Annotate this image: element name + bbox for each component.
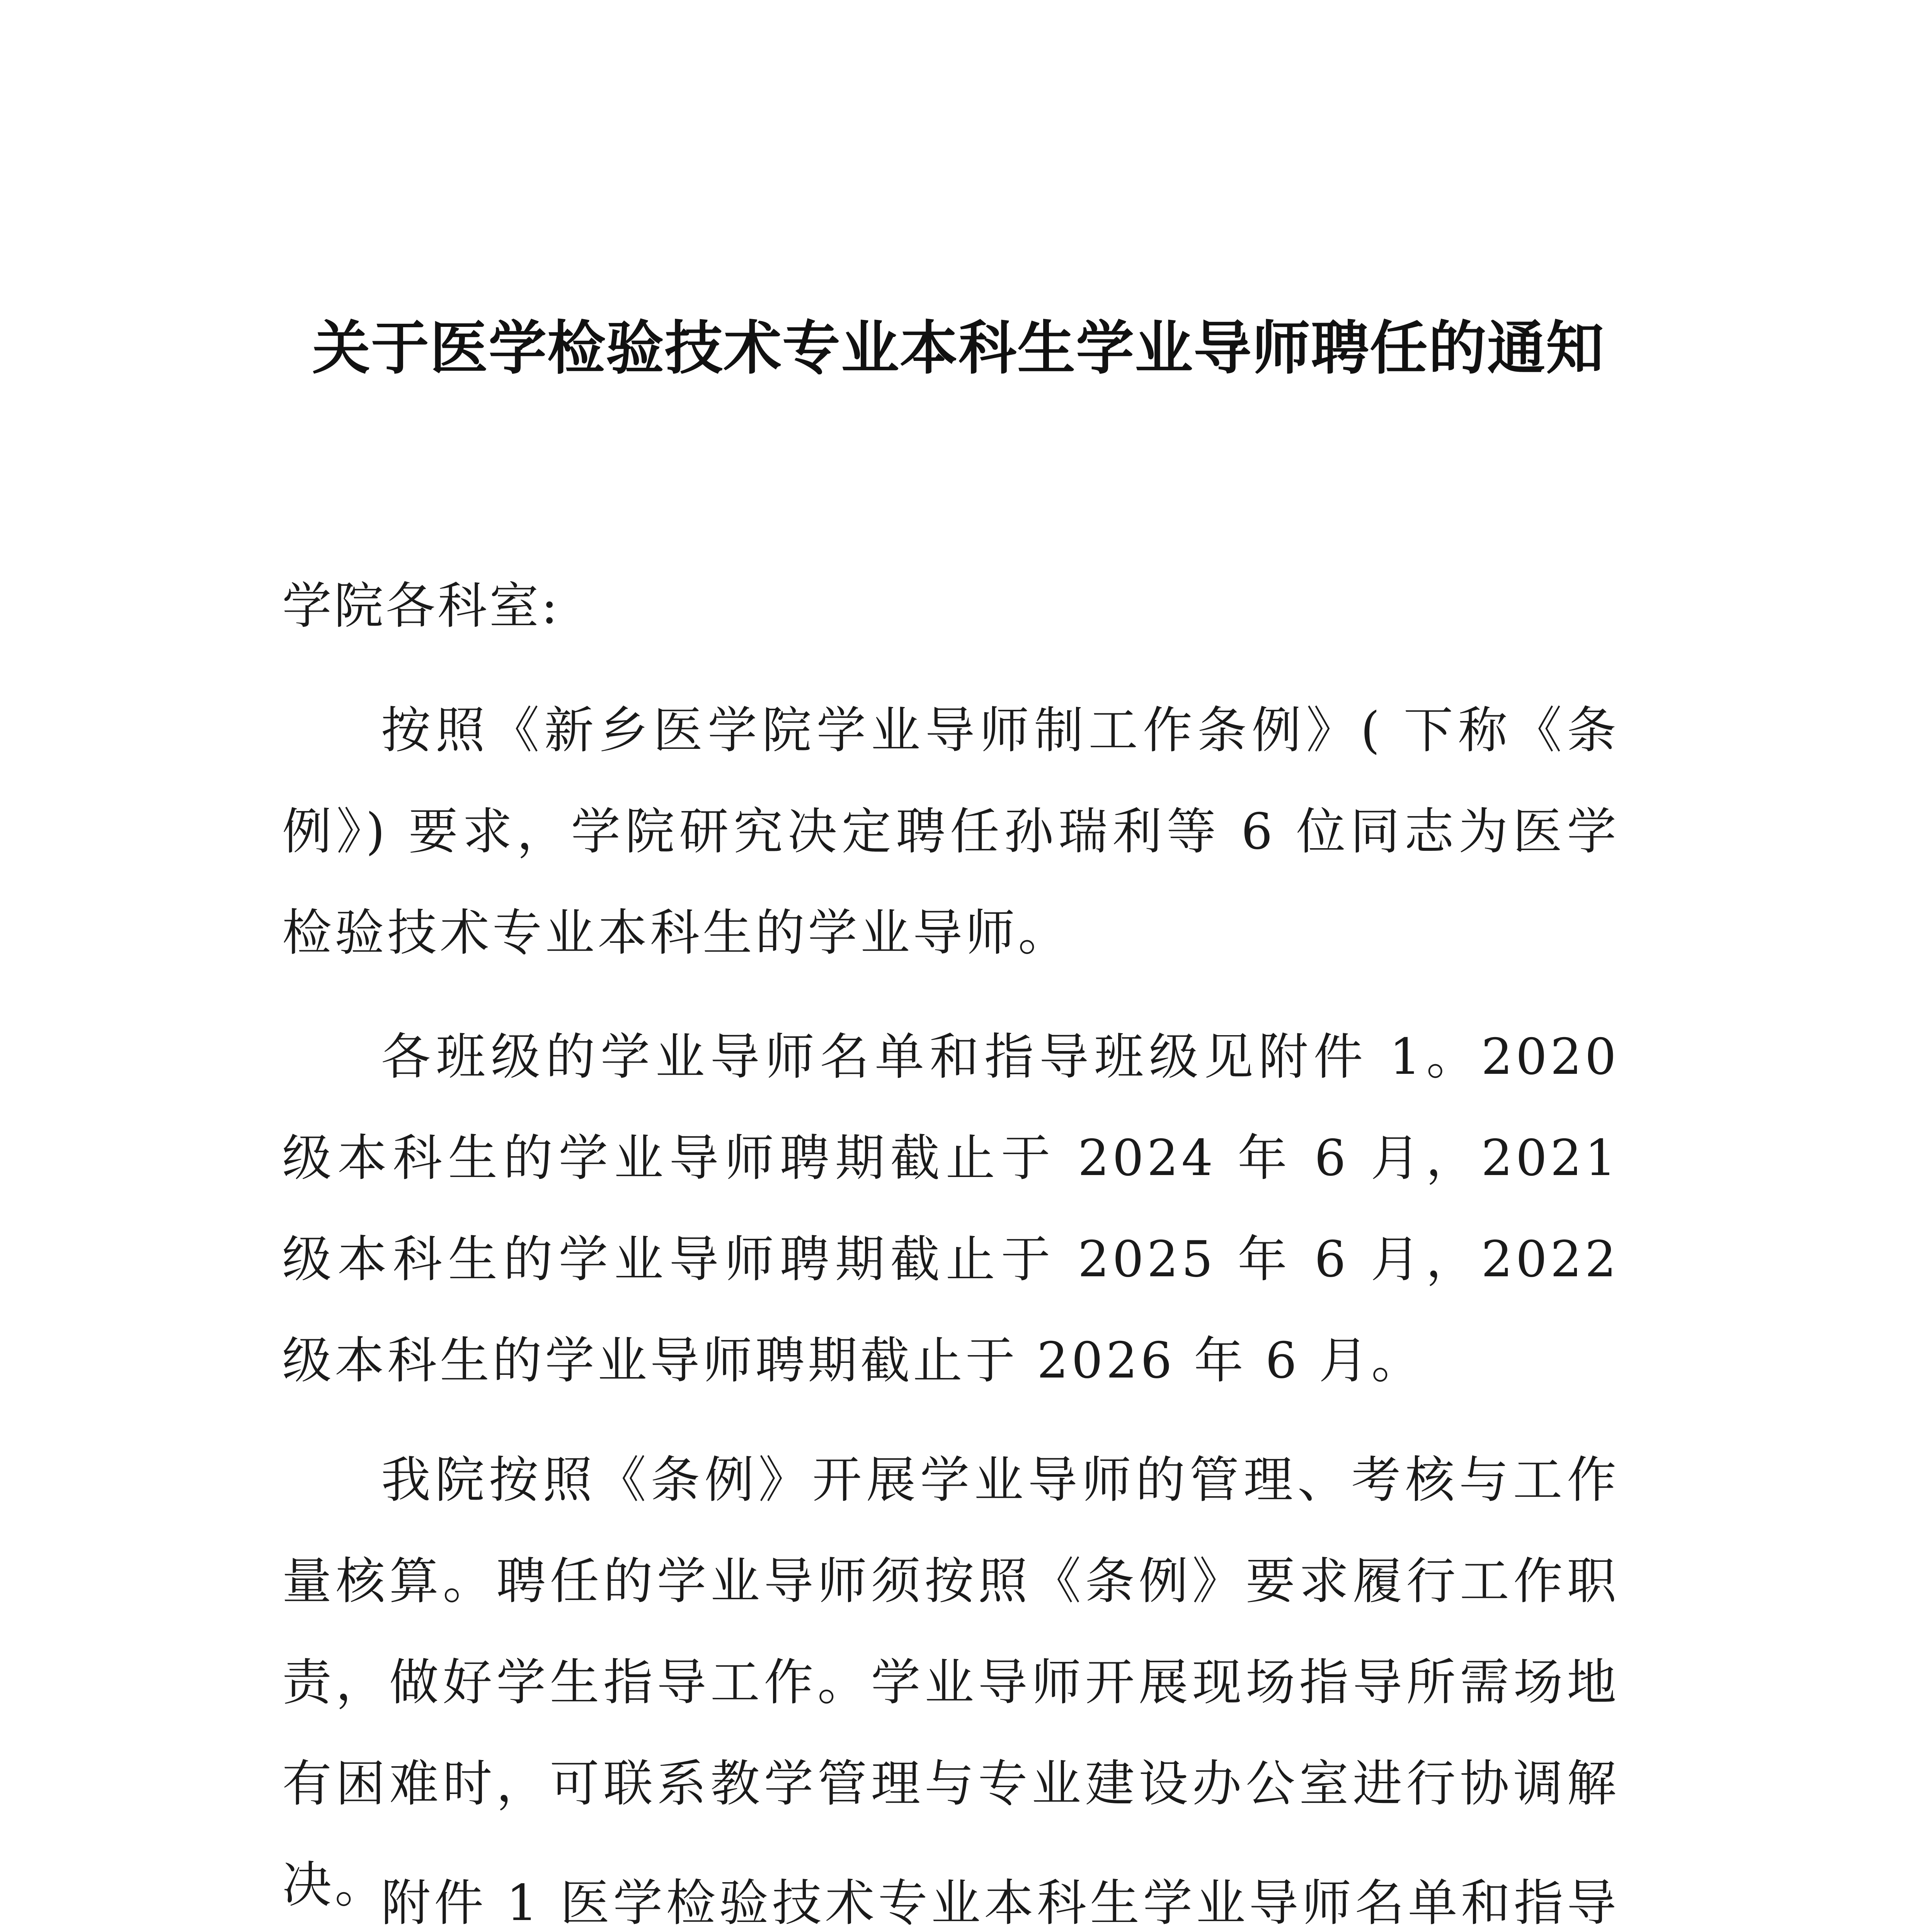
paragraph-appointment: 按照《新乡医学院学业导师制工作条例》( 下称《条例》) 要求，学院研究决定聘任孙瑞利等 6 位同志为医学检验技术专业本科生的学业导师。 [282,702,1619,962]
paragraph-terms: 各班级的学业导师名单和指导班级见附件 1。2020 级本科生的学业导师聘期截止于 2024 年 6 月，2021 级本科生的学业导师聘期截止于 2025 年 6 月，2022 级本科生的学业导师聘期截止于 2026 年 6 月。 [282,1028,1619,1389]
paragraph-management: 我院按照《条例》开展学业导师的管理、考核与工作量核算。聘任的学业导师须按照《条例》要求履行工作职责，做好学生指导工作。学业导师开展现场指导所需场地有困难时，可联系教学管理与专业建设办公室进行协调解决。 [282,1451,1619,1914]
salutation: 学院各科室: [282,577,560,635]
document-title: 关于医学检验技术专业本科生学业导师聘任的通知 [312,315,1605,382]
paragraph-attachment: 附件 1 医学检验技术专业本科生学业导师名单和指导 [381,1874,1619,1932]
